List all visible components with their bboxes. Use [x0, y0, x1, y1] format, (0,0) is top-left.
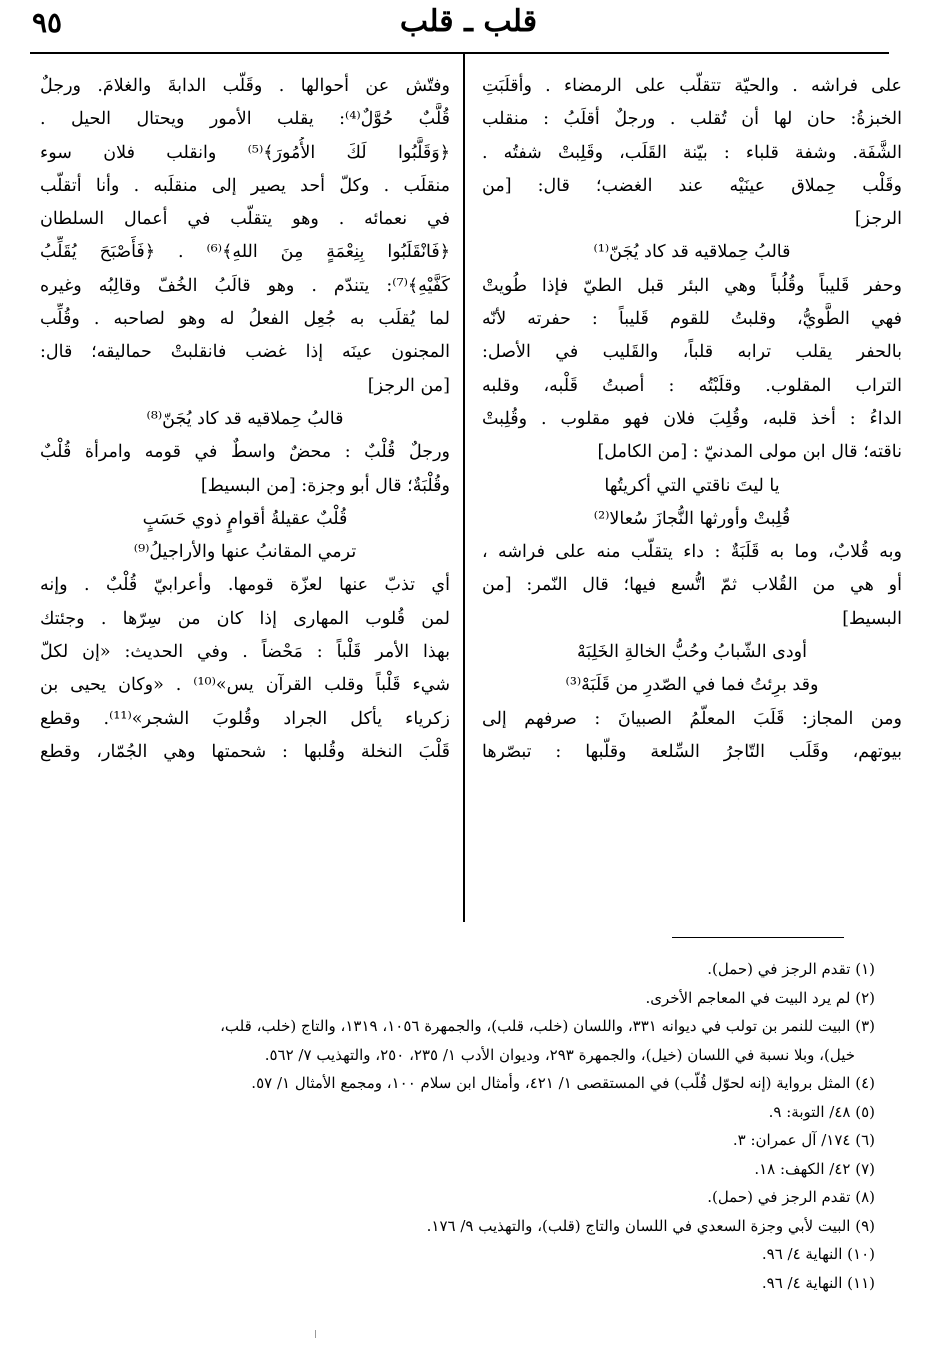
footnote-continuation: خيل)، وبلا نسبة في اللسان (خيل)، والجمهرة ٢٩٣، وديوان الأدب ١/ ٢٣٥، ٢٥٠، والتهذيب ٧/ ٥٦٢.	[264, 1045, 855, 1064]
text-line: لما يُقلَب به جُعِل الفعلُ له وهو لصاحبه . وقُلِّب	[40, 309, 450, 330]
verse-line: أودى الشّبابُ وحُبُّ الخالةِ الخَلِبَهْ	[577, 642, 807, 663]
text-line: أو هي من القُلاب ثمّ اتُّسع فيها؛ قال النّمر: [من	[482, 575, 902, 596]
text-line: [من الرجز]	[367, 375, 450, 396]
verse-line: يا ليتَ ناقتي التي أكريتُها	[604, 475, 780, 496]
text-line: بالحفر يقلب ترابه قلباً، والقَليب في الأصل:	[482, 342, 902, 363]
text-line: ومن المجاز: قَلَبَ المعلّمُ الصبيانَ : صرفهم إلى	[482, 708, 902, 729]
running-head: قلب ـ قلب	[399, 4, 538, 39]
text-line: منقلَب . وكلّ أحد يصير إلى منقلَبه . وأنا أتقلّب	[40, 175, 450, 196]
text-line: وبه قُلابٌ، وما به قَلَبَةٌ : داء يتقلّب منه على فراشه ،	[482, 542, 902, 563]
text-line: ورجلٌ قُلْبٌ : محضٌ واسطٌ في قومه وامرأة قُلْبٌ	[40, 442, 450, 463]
footnote: (١) تقدم الرجز في (حمل).	[707, 960, 875, 978]
text-line: الخبزةُ: حان لها أن تُقلب . ورجلٌ أقلَبُ : منقلب	[482, 109, 902, 130]
verse-line: قالبُ حِملاقيه قد كاد يُجَنّ⁽⁸⁾	[146, 408, 344, 429]
footnote: (٣) البيت للنمر بن تولب في ديوانه ٣٣١، واللسان (خلب، قلب)، والجمهرة ١٠٥٦، ١٣١٩، والتاج (خلب، قلب،	[220, 1017, 875, 1035]
text-line: في نعمائه . وهو يتقلّب في أعمال السلطان	[40, 209, 450, 230]
footnote: (٧) ٤٢/ الكهف: ١٨.	[754, 1159, 875, 1178]
footnote: (١٠) النهاية ٤/ ٩٦.	[761, 1245, 875, 1263]
text-line: قُلَّبٌ حُوَّلٌ⁽⁴⁾: يقلب الأمور ويحتال الحيل .	[40, 109, 450, 130]
text-line: شيء قَلْباً وقلب القرآن يس»⁽¹⁰⁾ . «وكان يحيى بن	[40, 675, 450, 696]
text-line: لمن قُلوب المهارى إذا كان من سِرّها . وجئتك	[40, 608, 450, 629]
page-number: ٩٥	[32, 6, 63, 39]
text-line: ﴿فَانْقَلَبُوا بِنِعْمَةٍ مِنَ اللهِ﴾⁽⁶⁾ . ﴿فَأَصْبَحَ يُقَلِّبُ	[40, 242, 450, 263]
text-line: الرجز]	[854, 209, 902, 230]
text-column-left	[40, 70, 450, 920]
text-line: الداءُ : أخذ قلبه، وقُلِبَ فلان فهو مقلوب . وقُلِبتْ	[482, 408, 902, 429]
text-line: البسيط]	[842, 608, 902, 629]
footnote-rule	[672, 937, 844, 938]
text-line: وقُلْبَةٌ؛ قال أبو وجزة: [من البسيط]	[200, 475, 450, 496]
footnote: (٥) ٤٨/ التوبة: ٩.	[768, 1102, 875, 1121]
text-line: ناقته؛ قال ابن مولى المدنيّ : [من الكامل]	[597, 442, 902, 463]
text-line: وفتّش عن أحوالها . وقَلّب الدابةَ والغلامَ. ورجلٌ	[40, 76, 450, 96]
footnote: (٢) لم يرد البيت في المعاجم الأخرى.	[645, 988, 875, 1007]
footnote: (١١) النهاية ٤/ ٩٦.	[761, 1273, 875, 1292]
verse-line: قُلِبتْ وأورثها النُّجازَ سُعالا⁽²⁾	[593, 508, 791, 529]
verse-line: قالبُ حِملاقيه قد كاد يُجَنّ⁽¹⁾	[593, 242, 791, 263]
text-column-right	[482, 70, 902, 920]
scan-mark	[315, 1330, 316, 1338]
footnote: (٤) المثل برواية (إنه لحوّل قُلّب) في المستقصى ١/ ٤٢١، وأمثال ابن سلام ١٠٠، ومجمع الأمثال ١/ ٥٧.	[251, 1074, 875, 1092]
verse-line: وقد برِئتُ فما في الصّدرِ من قَلَبَهْ⁽³⁾	[565, 675, 819, 696]
text-line: بهذا الأمر قَلْباً : مَحْضاً . وفي الحديث: «إن لكلّ	[40, 642, 450, 663]
footnote: (٦) ١٧٤/ آل عمران: ٣.	[732, 1131, 875, 1149]
text-line: زكرياء يأكل الجراد وقُلوبَ الشجر»⁽¹¹⁾. وقطع	[40, 708, 450, 729]
header-rule	[30, 52, 889, 54]
verse-line: قُلْبٌ عقيلةُ أقوامٍ ذوي حَسَبٍ	[142, 508, 348, 529]
column-divider	[463, 54, 465, 922]
text-line: أي تذبّ عنها لعزّة قومها. وأعرابيّ قُلْبٌ . وإنه	[40, 575, 450, 596]
text-line: المجنون عينَه إذا غضب فانقلبتْ حماليقه؛ قال:	[40, 342, 450, 363]
footnote: (٨) تقدم الرجز في (حمل).	[707, 1188, 875, 1206]
text-line: بيوتهم، وقَلَب التّاجرُ السِّلعة وقلّبها : تبصّرها	[482, 741, 902, 762]
page-header	[0, 0, 937, 50]
text-line: وقَلْب حِملاق عينَيْه عند الغضب؛ قال: [من	[482, 175, 902, 196]
footnotes	[60, 955, 875, 1297]
text-line: كَفَّيْهِ﴾⁽⁷⁾: يتندّم . وهو قالَبُ الخُفّ وقالِبُه وغيره	[40, 275, 450, 296]
text-line: قَلْبَ النخلة وقُلبها : شحمتها وهي الجُمّار، وقطع	[40, 741, 450, 762]
text-line: وحفر قَليباً وقُلُباً وهي البئر قبل الطيّ فإذا طُويتْ	[482, 275, 902, 296]
footnote: (٩) البيت لأبي وجزة السعدي في اللسان والتاج (قلب)، والتهذيب ٩/ ١٧٦.	[426, 1216, 875, 1235]
text-line: على فراشه . والحيّة تتقلّب على الرمضاء . وأقلَبَتِ	[482, 76, 902, 96]
text-line: الشَّفَة. وشفة قلباء : بيّنة القَلَب، وقَلِبتْ شفتُه .	[482, 142, 902, 163]
text-line: فهي الطَّويُّ، وقلبتُ للقوم قَليباً : حفرته لأنّه	[482, 309, 902, 330]
text-line: التراب المقلوب. وقلَبْتُه : أصبتُ قَلْبه، وقلبه	[482, 375, 902, 396]
verse-line: ترمي المقانبُ عنها والأراجيلُ⁽⁹⁾	[133, 542, 357, 563]
text-line: ﴿وَقَلَّبُوا لَكَ الأُمُورَ﴾⁽⁵⁾ وانقلب فلان سوء	[40, 142, 450, 163]
